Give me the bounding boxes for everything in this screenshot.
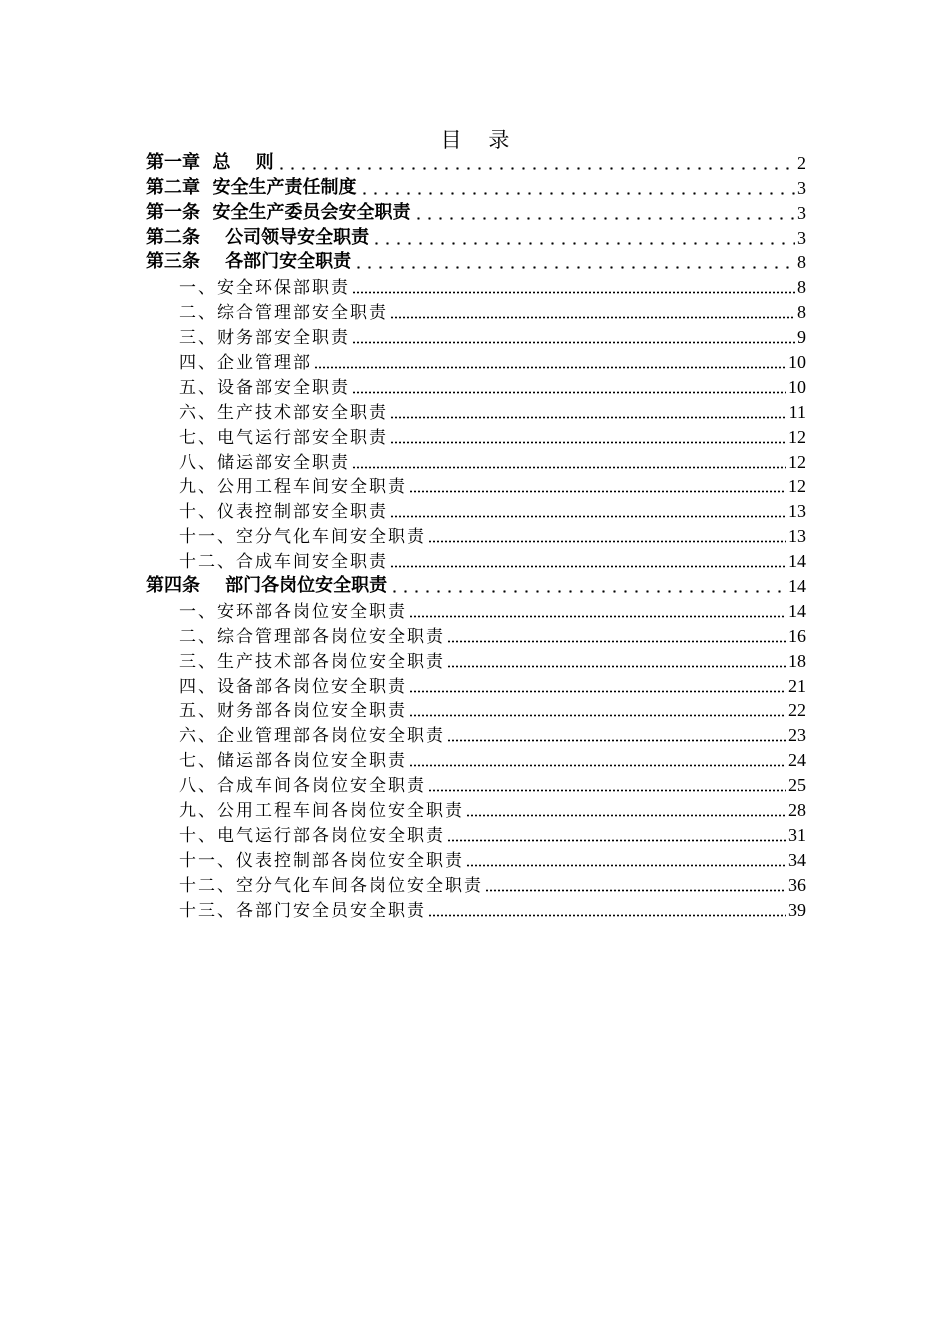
toc-entry-label: 十、仪表控制部安全职责 — [179, 502, 388, 523]
toc-entry[interactable] — [146, 796, 806, 821]
toc-entry-page-number: 14 — [788, 600, 806, 621]
toc-entry-page-number: 12 — [788, 451, 806, 472]
toc-entry-label: 第二章 安全生产责任制度 — [146, 176, 357, 198]
toc-entry-page-number: 10 — [788, 376, 806, 397]
toc-entry-page-number: 9 — [797, 327, 806, 348]
toc-entry[interactable] — [146, 647, 806, 672]
toc-dot-leader — [447, 640, 786, 643]
toc-entry[interactable] — [146, 497, 806, 522]
toc-entry-label: 第一章 总 则 — [146, 151, 274, 173]
toc-entry[interactable] — [146, 348, 806, 373]
toc-entry-label: 第三条 各部门安全职责 — [146, 251, 352, 273]
toc-dot-leader — [359, 192, 795, 195]
toc-entry[interactable] — [146, 746, 806, 771]
toc-entry-label: 二、综合管理部各岗位安全职责 — [179, 626, 445, 647]
toc-entry-page-number: 13 — [788, 501, 806, 522]
toc-dot-leader — [352, 341, 795, 344]
toc-dot-leader — [447, 839, 786, 842]
toc-dot-leader — [390, 416, 787, 419]
toc-dot-leader — [371, 242, 795, 245]
toc-entry-page-number: 28 — [788, 800, 806, 821]
toc-dot-leader — [447, 665, 786, 668]
toc-dot-leader — [389, 590, 786, 593]
toc-entry[interactable] — [146, 821, 806, 846]
toc-entry[interactable] — [146, 298, 806, 323]
toc-entry-page-number: 31 — [788, 824, 806, 845]
toc-entry[interactable] — [146, 896, 806, 921]
toc-entry-label: 三、财务部安全职责 — [179, 328, 350, 349]
toc-dot-leader — [352, 291, 795, 294]
toc-entry-label: 十二、空分气化车间各岗位安全职责 — [179, 875, 483, 896]
toc-entry[interactable] — [146, 697, 806, 722]
toc-dot-leader — [390, 565, 786, 568]
toc-entry[interactable] — [146, 249, 806, 274]
toc-entry-label: 第四条 部门各岗位安全职责 — [146, 575, 388, 597]
toc-entry[interactable] — [146, 224, 806, 249]
toc-entry[interactable] — [146, 473, 806, 498]
toc-entry-label: 三、生产技术部各岗位安全职责 — [179, 651, 445, 672]
toc-entry-page-number: 39 — [788, 899, 806, 920]
toc-entry[interactable] — [146, 572, 806, 597]
toc-dot-leader — [428, 540, 786, 543]
toc-dot-leader — [409, 714, 786, 717]
toc-dot-leader — [409, 490, 786, 493]
toc-entry-page-number: 16 — [788, 625, 806, 646]
toc-entry-page-number: 8 — [797, 252, 806, 273]
toc-entry-page-number: 12 — [788, 476, 806, 497]
toc-entry-label: 第二条 公司领导安全职责 — [146, 226, 370, 248]
toc-entry[interactable] — [146, 273, 806, 298]
toc-entry-label: 十一、空分气化车间安全职责 — [179, 527, 426, 548]
toc-entry[interactable] — [146, 846, 806, 871]
toc-entry[interactable] — [146, 871, 806, 896]
toc-entry[interactable] — [146, 174, 806, 199]
toc-dot-leader — [409, 690, 786, 693]
toc-entry-label: 六、企业管理部各岗位安全职责 — [179, 726, 445, 747]
toc-dot-leader — [276, 167, 795, 170]
toc-entry-page-number: 3 — [797, 177, 806, 198]
toc-dot-leader — [390, 441, 786, 444]
toc-title: 目 录 — [440, 128, 510, 152]
toc-entry-page-number: 24 — [788, 750, 806, 771]
toc-entry[interactable] — [146, 597, 806, 622]
toc-entry[interactable] — [146, 672, 806, 697]
toc-entry-page-number: 12 — [788, 426, 806, 447]
toc-entry-label: 九、公用工程车间各岗位安全职责 — [179, 801, 464, 822]
toc-dot-leader — [447, 739, 786, 742]
toc-dot-leader — [485, 889, 786, 892]
toc-entry-label: 十、电气运行部各岗位安全职责 — [179, 825, 445, 846]
toc-dot-leader — [352, 466, 786, 469]
toc-entry[interactable] — [146, 323, 806, 348]
toc-entry-label: 五、财务部各岗位安全职责 — [179, 701, 407, 722]
toc-entry[interactable] — [146, 448, 806, 473]
toc-entry-page-number: 11 — [788, 401, 806, 422]
toc-entry-label: 第一条 安全生产委员会安全职责 — [146, 201, 411, 223]
toc-entry-page-number: 36 — [788, 874, 806, 895]
toc-entry[interactable] — [146, 622, 806, 647]
toc-entry-label: 十二、合成车间安全职责 — [179, 552, 388, 573]
toc-entry[interactable] — [146, 721, 806, 746]
toc-dot-leader — [314, 366, 786, 369]
toc-entry-page-number: 3 — [797, 202, 806, 223]
toc-entry-label: 四、企业管理部 — [179, 353, 312, 374]
toc-dot-leader — [428, 914, 786, 917]
toc-dot-leader — [353, 266, 795, 269]
toc-entry-label: 六、生产技术部安全职责 — [179, 402, 388, 423]
toc-entry-page-number: 13 — [788, 526, 806, 547]
toc-entry-label: 十一、仪表控制部各岗位安全职责 — [179, 850, 464, 871]
toc-entry-page-number: 10 — [788, 352, 806, 373]
toc-entry[interactable] — [146, 373, 806, 398]
toc-entry[interactable] — [146, 398, 806, 423]
toc-dot-leader — [466, 864, 786, 867]
toc-entry-label: 二、综合管理部安全职责 — [179, 303, 388, 324]
toc-dot-leader — [466, 814, 786, 817]
toc-dot-leader — [352, 391, 786, 394]
toc-entry-page-number: 2 — [797, 152, 806, 173]
toc-entry[interactable] — [146, 547, 806, 572]
toc-entry-page-number: 25 — [788, 775, 806, 796]
toc-entry-page-number: 8 — [797, 302, 806, 323]
toc-entry-label: 七、电气运行部安全职责 — [179, 427, 388, 448]
toc-dot-leader — [390, 316, 795, 319]
toc-entry-label: 十三、各部门安全员安全职责 — [179, 900, 426, 921]
toc-entry-page-number: 14 — [788, 551, 806, 572]
toc-entry[interactable] — [146, 522, 806, 547]
toc-entry-page-number: 8 — [797, 277, 806, 298]
toc-entry-page-number: 34 — [788, 849, 806, 870]
toc-entry-label: 一、安环部各岗位安全职责 — [179, 601, 407, 622]
toc-entry-page-number: 21 — [788, 675, 806, 696]
toc-entry-label: 八、储运部安全职责 — [179, 452, 350, 473]
toc-entry-label: 四、设备部各岗位安全职责 — [179, 676, 407, 697]
toc-entry[interactable] — [146, 771, 806, 796]
toc-entry-page-number: 3 — [797, 227, 806, 248]
toc-dot-leader — [409, 764, 786, 767]
toc-list — [146, 149, 806, 921]
toc-entry-label: 五、设备部安全职责 — [179, 377, 350, 398]
toc-entry-page-number: 14 — [788, 576, 806, 597]
toc-dot-leader — [409, 615, 786, 618]
toc-entry[interactable] — [146, 199, 806, 224]
toc-entry-label: 八、合成车间各岗位安全职责 — [179, 776, 426, 797]
toc-dot-leader — [413, 217, 795, 220]
toc-dot-leader — [428, 789, 786, 792]
toc-dot-leader — [390, 515, 786, 518]
toc-entry-label: 九、公用工程车间安全职责 — [179, 477, 407, 498]
toc-entry-page-number: 22 — [788, 700, 806, 721]
toc-entry[interactable] — [146, 149, 806, 174]
toc-entry-page-number: 23 — [788, 725, 806, 746]
toc-entry-label: 七、储运部各岗位安全职责 — [179, 751, 407, 772]
toc-entry-page-number: 18 — [788, 650, 806, 671]
toc-entry-label: 一、安全环保部职责 — [179, 278, 350, 299]
toc-entry[interactable] — [146, 423, 806, 448]
